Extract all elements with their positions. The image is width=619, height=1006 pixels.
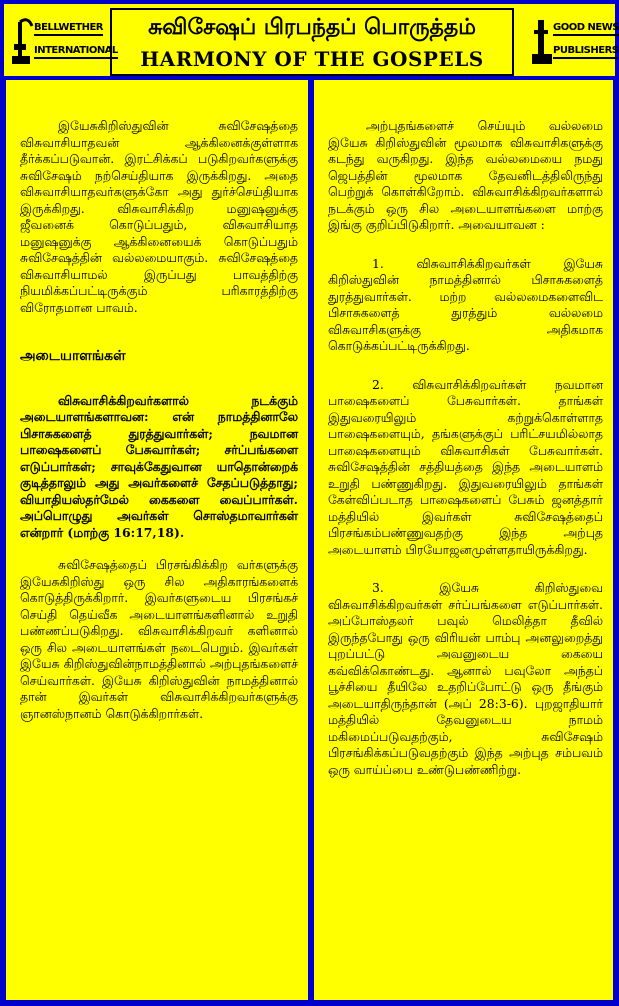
bellwether-logo bbox=[10, 12, 118, 68]
list-item: 2. விசுவாசிக்கிறவர்கள் நவமான பாஷைகளைப் பேசுவார்கள். தாங்கள் இதுவரையிலும் கற்றுக்கொள்ளாத பாஷைகளையும், தங்களுக்குப் பரிட்சயமில்லாத பாஷைகளையும் விசுவாசிகள் பேசுவார்கள். சுவிசேஷத்தின் சத்தியத்தை இந்த அடையாளம் உறுதி பண்ணுகிறது. இதுவரையிலும் தாங்கள் கேள்விப்படாத பாஷைகளைப் பேசும் ஜனத்தார் மத்தியில் இவர்கள் சுவிசேஷத்தைப் பிரசங்கம்பண்ணுவதற்கு இந்த அற்புத அடையாளம் பிரயோஜனமுள்ளதாயிருக்கிறது. bbox=[328, 376, 603, 557]
logo-line-2: INTERNATIONAL bbox=[34, 45, 118, 59]
right-column bbox=[314, 80, 613, 1000]
shepherd-staff-icon bbox=[10, 16, 36, 66]
title-box bbox=[110, 8, 514, 76]
paragraph: சுவிசேஷத்தைப் பிரசங்கிக்கிற வர்களுக்கு இயேசுகிறிஸ்து ஒரு சில அதிகாரங்களைக் கொடுத்திருக்கிறார். இவர்களுடைய பிரசங்கச் செய்தி தெய்வீக அடையாளங்களினால் உறுதி பண்ணப்படுகிறது. விசுவாசிக்கிறவர் களினால் ஒரு சில அடையாளங்கள் நடைபெறும். இவர்கள் இயேசு கிறிஸ்துவின்நாமத்தினால் அற்புதங்களைச் செய்வார்கள். இயேசு கிறிஸ்துவின் நாமத்தினால் தான் இவர்கள் விசுவாசிக்கிறவர்களுக்கு ஞானஸ்நானம் கொடுக்கிறார்கள். bbox=[20, 557, 298, 721]
paragraph: இயேசுகிறிஸ்துவின் சுவிசேஷத்தை விசுவாசியாதவன் ஆக்கினைக்குள்ளாக தீர்க்கப்படுவான். இரட்சிக்கப் படுகிறவர்களுக்கு சுவிசேஷம் நற்செய்தியாக இருக்கிறது. அதை விசுவாசியாதவர்களுக்கோ அது துர்ச்செய்தியாக இருக்கிறது. விசுவாசிக்கிற மனுஷனுக்கு ஜீவனைக் கொடுப்பதும், விசுவாசியாத மனுஷனுக்கு ஆக்கினையைக் கொடுப்பதும் சுவிசேஷத்தின் வல்லமையாகும். சுவிசேஷத்தை விசுவாசியாமல் இருப்பது பாவத்திற்கு நியமிக்கப்பட்டிருக்கும் பரிகாரத்திற்கு விரோதமான பாவம். bbox=[20, 118, 298, 315]
good-news-logo bbox=[529, 12, 619, 68]
left-column bbox=[6, 80, 308, 1000]
title-english: HARMONY OF THE GOSPELS bbox=[140, 47, 484, 71]
logo-line-1: GOOD NEWS bbox=[553, 22, 619, 36]
paragraph: அற்புதங்களைச் செய்யும் வல்லமை இயேசு கிறிஸ்துவின் மூலமாக விசுவாசிகளுக்கு கடந்து வருகிறது. இந்த வல்லமையை நமது ஜெபத்தின் மூலமாக தேவனிடத்திலிருந்து பெற்றுக் கொள்கிறோம். விசுவாசிக்கிறவர்களால் நடக்கும் ஒரு சில அடையாளங்களை மாற்கு இங்கு குறிப்பிடுகிறார். அவையாவன : bbox=[328, 118, 603, 232]
list-item: 3. இயேசு கிறிஸ்துவை விசுவாசிக்கிறவர்கள் சர்ப்பங்களை எடுப்பார்கள். அப்போஸ்தலர் பவுல் மெலித்தா தீவில் இருந்தபோது ஒரு விரியன் பாம்பு அனலுறைத்து புறப்பட்டு அவனுடைய கையை கவ்விக்கொண்டது. ஆனால் பவுலோ அந்தப் பூச்சியை தீயிலே உதறிப்போட்டு ஒரு தீங்கும் அடையாதிருந்தான் (அப் 28:3-6). புறஜாதியார் மத்தியில் தேவனுடைய நாமம் மகிமைப்படுவதற்கும், சுவிசேஷம் பிரசங்கிக்கப்படுவதற்கும் இந்த அற்புத சம்பவம் ஒரு வாய்ப்பை உண்டுபண்ணிற்று. bbox=[328, 580, 603, 777]
header-banner bbox=[4, 4, 619, 76]
tower-icon bbox=[529, 16, 555, 66]
logo-line-1: BELLWETHER bbox=[34, 22, 103, 36]
title-tamil: சுவிசேஷப் பிரபந்தப் பொருத்தம் bbox=[148, 14, 476, 40]
section-heading: அடையாளங்கள் bbox=[20, 348, 126, 364]
logo-line-2: PUBLISHERS bbox=[553, 45, 618, 59]
scripture-quote: விசுவாசிக்கிறவர்களால் நடக்கும் அடையாளங்களாவன: என் நாமத்தினாலே பிசாசுகளைத் துரத்துவார்கள்; நவமான பாஷைகளைப் பேசுவார்கள்; சர்ப்பங்களை எடுப்பார்கள்; சாவுக்கேதுவான யாதொன்றைக் குடித்தாலும் அது அவர்களைச் சேதப்படுத்தாது; வியாதியஸ்தர்மேல் கைகளை வைப்பார்கள். அப்பொழுது அவர்கள் சொஸ்தமாவார்கள் என்றார் (மாற்கு 16:17,18). bbox=[20, 392, 298, 540]
list-item: 1. விசுவாசிக்கிறவர்கள் இயேசு கிறிஸ்துவின் நாமத்தினால் பிசாசுகளைத் துரத்துவார்கள். மற்ற வல்லமைகளைவிட பிசாசுகளைத் துரத்தும் வல்லமை விசுவாசிகளுக்கு அதிகமாக கொடுக்கப்பட்டிருக்கிறது. bbox=[328, 255, 603, 353]
